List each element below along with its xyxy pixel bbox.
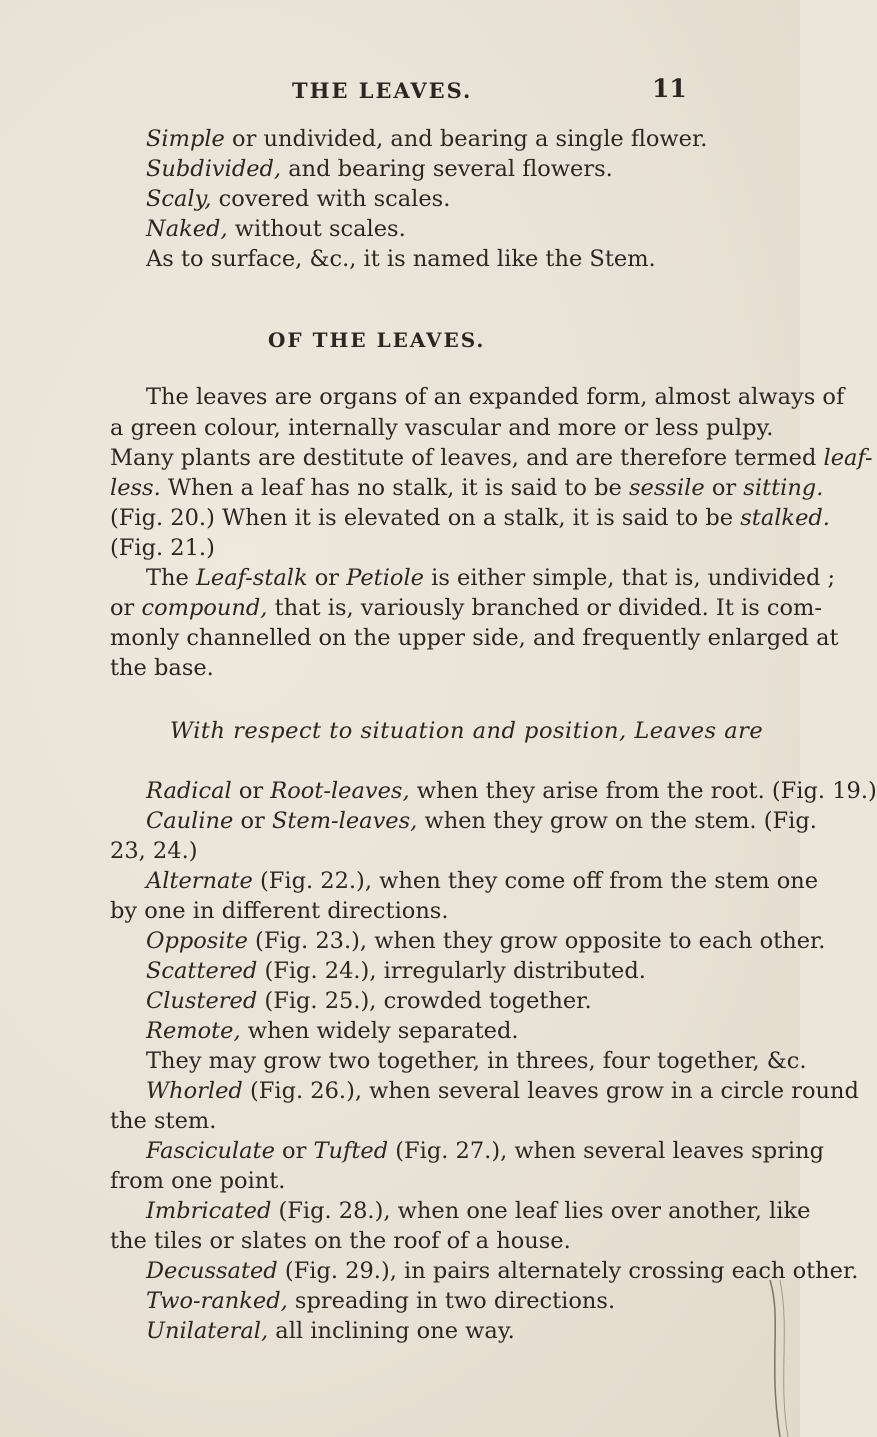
list-item: Clustered (Fig. 25.), crowded together.: [146, 988, 592, 1014]
paragraph-line: less. When a leaf has no stalk, it is said to be sessile or sitting.: [110, 475, 824, 501]
paragraph-line: (Fig. 21.): [110, 535, 215, 561]
paragraph-line: or compound, that is, variously branched or divided. It is com-: [110, 595, 822, 621]
list-item: They may grow two together, in threes, four together, &c.: [146, 1048, 807, 1074]
list-item: Scaly, covered with scales.: [146, 186, 451, 212]
paragraph-line: monly channelled on the upper side, and frequently enlarged at: [110, 625, 839, 651]
list-item: Decussated (Fig. 29.), in pairs alternately crossing each other.: [146, 1258, 859, 1284]
section-heading: OF THE LEAVES.: [268, 328, 486, 352]
paragraph-line: Many plants are destitute of leaves, and are therefore termed leaf-: [110, 445, 873, 471]
list-item: Whorled (Fig. 26.), when several leaves grow in a circle round: [146, 1078, 859, 1104]
list-item: Simple or undivided, and bearing a single flower.: [146, 126, 708, 152]
paragraph-line: (Fig. 20.) When it is elevated on a stalk, it is said to be stalked.: [110, 505, 830, 531]
list-item: Naked, without scales.: [146, 216, 406, 242]
list-item: Opposite (Fig. 23.), when they grow opposite to each other.: [146, 928, 826, 954]
list-item: Alternate (Fig. 22.), when they come off from the stem one: [146, 868, 819, 894]
list-item: Fasciculate or Tufted (Fig. 27.), when several leaves spring: [146, 1138, 824, 1164]
list-item: by one in different directions.: [110, 898, 449, 924]
list-item: As to surface, &c., it is named like the Stem.: [146, 246, 656, 272]
list-item: Unilateral, all inclining one way.: [146, 1318, 515, 1344]
list-item: Cauline or Stem-leaves, when they grow on the stem. (Fig.: [146, 808, 817, 834]
list-item: Remote, when widely separated.: [146, 1018, 519, 1044]
paragraph-line: The Leaf-stalk or Petiole is either simple, that is, undivided ;: [146, 565, 836, 591]
subsection-heading: With respect to situation and position, Leaves are: [170, 718, 764, 744]
list-item: Radical or Root-leaves, when they arise from the root. (Fig. 19.): [146, 778, 877, 804]
paragraph-line: The leaves are organs of an expanded form, almost always of: [146, 384, 845, 410]
paragraph-line: a green colour, internally vascular and more or less pulpy.: [110, 415, 774, 441]
list-item: Subdivided, and bearing several flowers.: [146, 156, 613, 182]
list-item: the tiles or slates on the roof of a house.: [110, 1228, 571, 1254]
page-header: [0, 74, 800, 108]
running-head: THE LEAVES.: [292, 78, 473, 103]
list-item: Scattered (Fig. 24.), irregularly distributed.: [146, 958, 646, 984]
list-item: the stem.: [110, 1108, 217, 1134]
list-item: 23, 24.): [110, 838, 198, 864]
list-item: Two-ranked, spreading in two directions.: [146, 1288, 616, 1314]
paragraph-line: the base.: [110, 655, 214, 681]
list-item: from one point.: [110, 1168, 286, 1194]
page-number: 11: [652, 74, 687, 103]
list-item: Imbricated (Fig. 28.), when one leaf lies over another, like: [146, 1198, 811, 1224]
page-edge: [760, 1280, 800, 1437]
